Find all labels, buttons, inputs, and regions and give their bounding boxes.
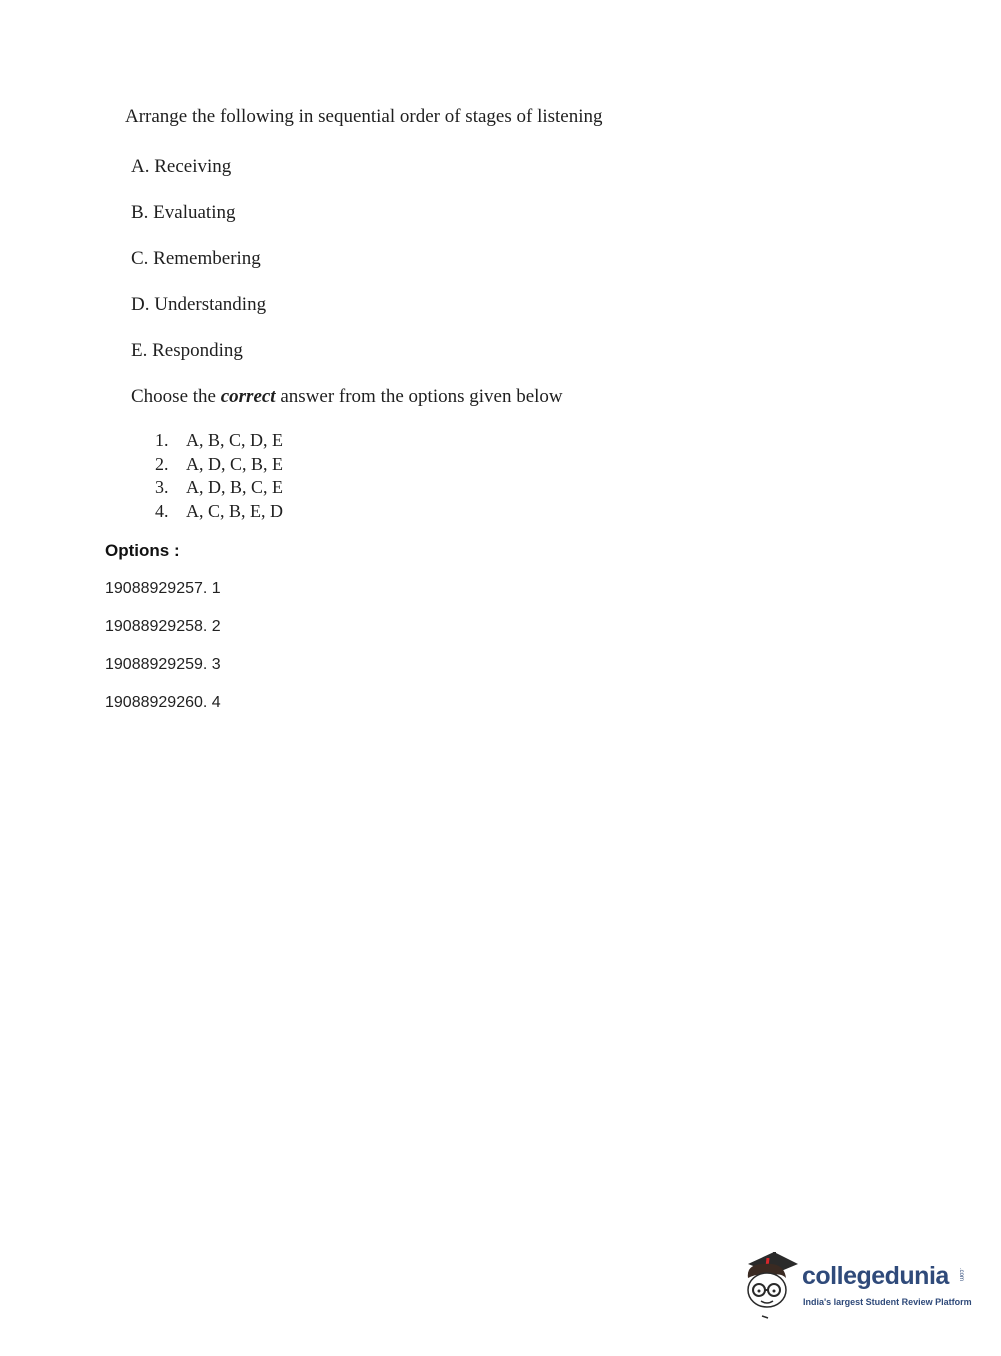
options-heading: Options : [105,541,180,560]
logo-wordmark: collegedunia [802,1262,949,1290]
answer-item [155,501,283,525]
stage-item: A. Receiving [131,156,232,177]
option-row: 19088929260. 4 [105,694,221,711]
choose-instruction [131,386,563,408]
choose-emphasis: correct [220,386,276,407]
question-text: Arrange the following in sequential order of stages of listening [125,106,603,127]
choose-suffix: answer from the options given below [275,386,563,407]
answer-number: 1. [155,430,169,450]
answer-number: 4. [155,500,169,521]
choose-prefix: Choose the [131,386,221,407]
stage-item: C. Remembering [131,248,261,269]
answer-item [155,430,283,454]
option-row: 19088929258. 2 [105,618,221,635]
stage-item: B. Evaluating [131,202,236,223]
answer-text: A, D, B, C, E [186,477,284,497]
option-row: 19088929259. 3 [105,656,221,673]
answer-item [155,477,283,501]
answer-text: A, D, C, B, E [186,453,284,474]
answer-number: 2. [155,453,169,474]
stage-item: D. Understanding [131,294,267,315]
logo-tagline: India's largest Student Review Platform [803,1297,972,1307]
stage-item: E. Responding [131,340,243,361]
answer-item [155,454,283,478]
mascot-icon [740,1250,800,1320]
option-row: 19088929257. 1 [105,580,221,597]
answer-text: A, C, B, E, D [186,500,284,521]
logo-com-suffix: .com [958,1268,964,1282]
collegedunia-logo [740,1250,970,1320]
answer-text: A, B, C, D, E [186,430,284,450]
answer-list [155,430,283,524]
answer-number: 3. [155,477,169,497]
